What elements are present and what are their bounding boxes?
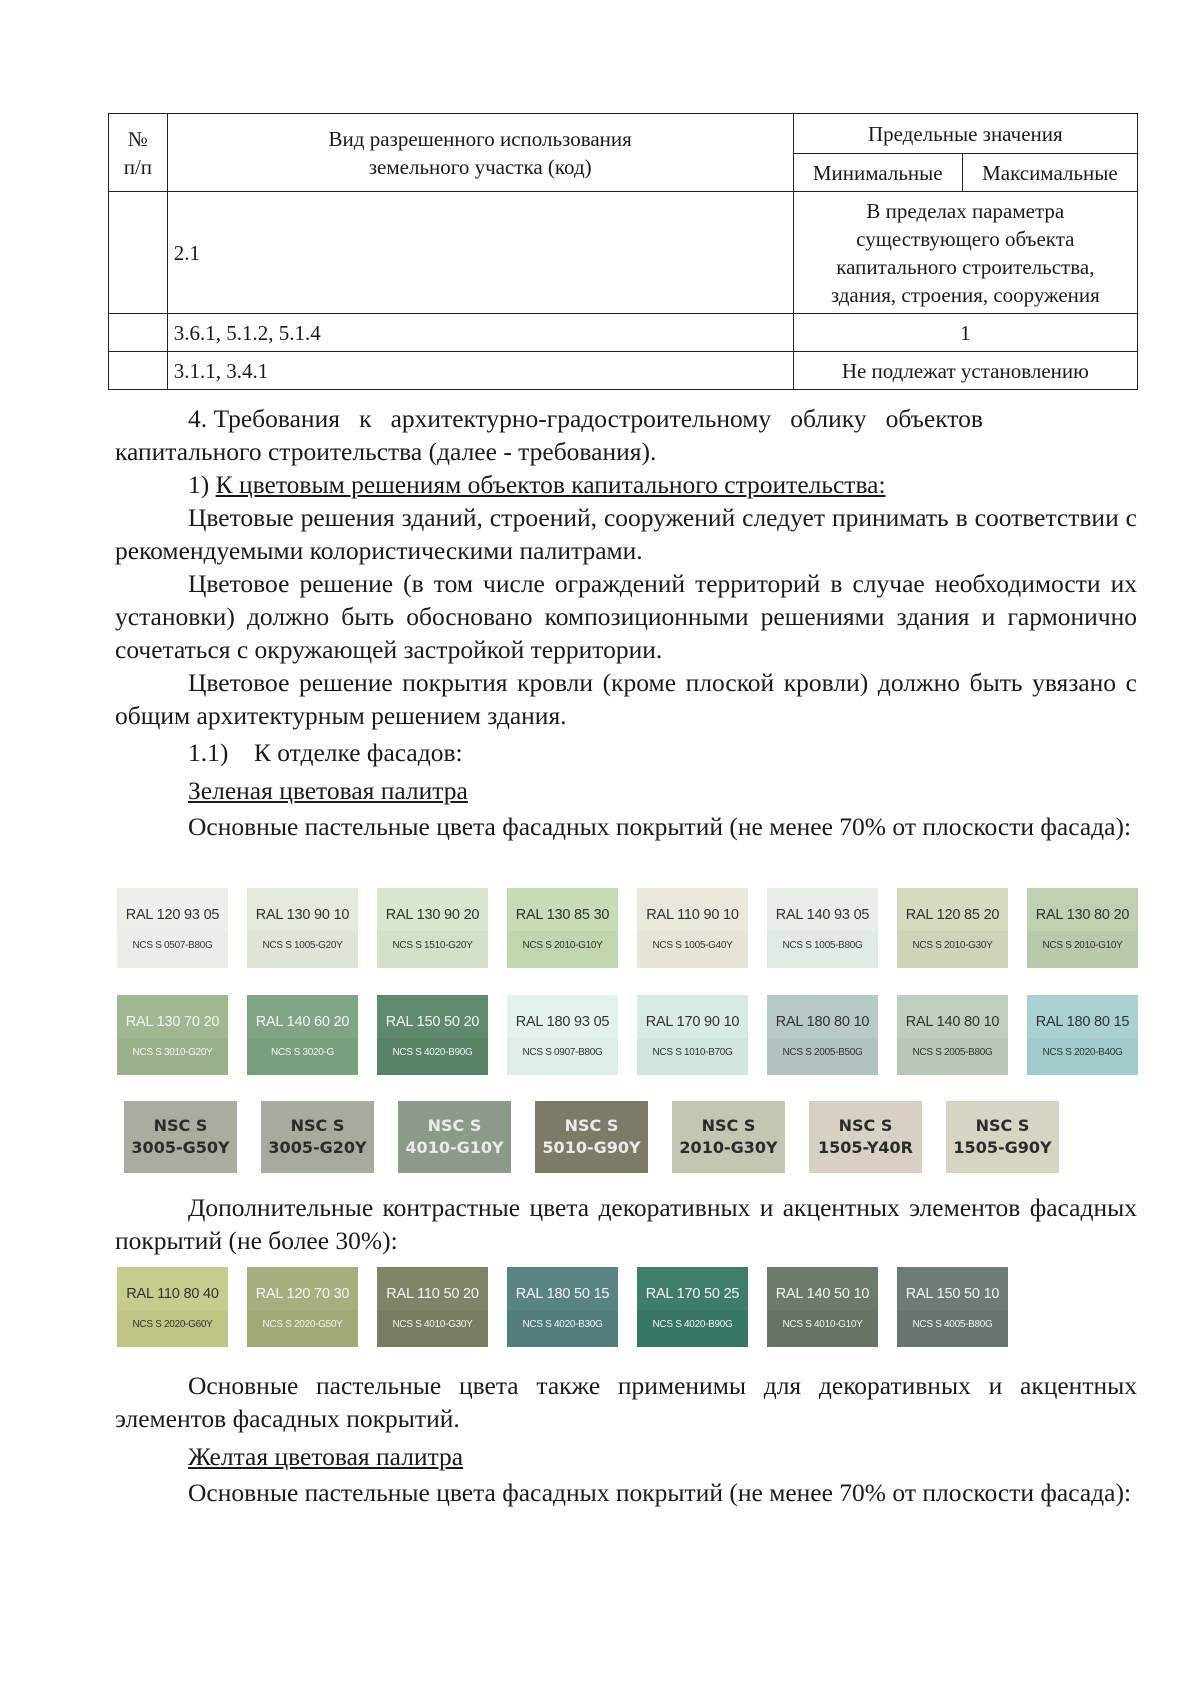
requirements-heading-line2: капитального строительства (далее - требования). [115, 437, 657, 466]
row-num [109, 352, 168, 390]
swatch-ncs-label: NCS S 2010-G10Y [1042, 940, 1123, 951]
nsc-label-line1: NSC S [975, 1116, 1030, 1135]
col-num-l1: № [127, 126, 148, 151]
yellow-palette-title: Желтая цветовая палитра [188, 1442, 464, 1471]
row-value: 1 [793, 314, 1137, 352]
swatch-ral-label: RAL 120 70 30 [255, 1286, 350, 1302]
row-value-line: здания, строения, сооружения [830, 282, 1100, 307]
swatch-ncs-label: NCS S 4010-G30Y [392, 1319, 473, 1330]
requirements-heading-line1: 4. Требования к архитектурно-градостроительному облику объектов [188, 404, 983, 433]
main-colors-caption: Основные пастельные цвета фасадных покрытий (не менее 70% от плоскости фасада): [188, 812, 1132, 841]
col-limits-header: Предельные значения [793, 114, 1137, 154]
color-swatch [117, 888, 228, 968]
swatch-ral-label: RAL 120 85 20 [905, 907, 1000, 923]
color-swatch [767, 995, 878, 1075]
nsc-swatch [261, 1101, 374, 1173]
swatch-ral-label: RAL 180 80 10 [775, 1014, 870, 1030]
nsc-label-line2: 5010-G90Y [542, 1138, 641, 1157]
paragraph-fencing-colors: Цветовое решение (в том числе ограждений территорий в случае необходимости их установки) должно быть обосновано композиционными решениями здания и гармонично сочетаться с окружающей застройкой территории. [115, 569, 1137, 664]
swatch-ncs-label: NCS S 4005-B80G [912, 1319, 993, 1330]
paragraph-color-palettes: Цветовые решения зданий, строений, сооружений следует принимать в соответствии с рекомендуемыми колористическими палитрами. [115, 503, 1137, 565]
swatch-ral-label: RAL 140 80 10 [905, 1014, 1000, 1030]
color-solutions-title: К цветовым решениям объектов капитального строительства: [215, 470, 886, 499]
swatch-ral-label: RAL 130 70 20 [125, 1014, 220, 1030]
row-code: 3.6.1, 5.1.2, 5.1.4 [167, 314, 793, 352]
nsc-label-line2: 1505-Y40R [818, 1138, 913, 1157]
col-use-l2: земельного участка (код) [368, 154, 592, 179]
color-swatch [377, 995, 488, 1075]
paragraph-roof-colors: Цветовое решение покрытия кровли (кроме плоской кровли) должно быть увязано с общим архитектурным решением здания. [115, 668, 1137, 730]
nsc-label-line2: 1505-G90Y [953, 1138, 1052, 1157]
swatch-ral-label: RAL 110 80 40 [126, 1286, 219, 1302]
nsc-label-line1: NSC S [427, 1116, 482, 1135]
color-swatch [117, 995, 228, 1075]
color-swatch [767, 1267, 878, 1347]
nsc-label-line1: NSC S [701, 1116, 756, 1135]
color-swatch [377, 1267, 488, 1347]
color-swatch [377, 888, 488, 968]
swatch-ral-label: RAL 180 50 15 [515, 1286, 610, 1302]
color-swatch [637, 888, 748, 968]
swatch-ral-label: RAL 180 80 15 [1035, 1014, 1130, 1030]
swatch-ral-label: RAL 130 85 30 [515, 907, 610, 923]
color-swatch [897, 888, 1008, 968]
col-use-l1: Вид разрешенного использования [328, 126, 632, 151]
color-swatch [247, 995, 358, 1075]
pastel-also-paragraph: Основные пастельные цвета также применимы для декоративных и акцентных элементов фасадных покрытий. [115, 1371, 1137, 1433]
nsc-label-line1: NSC S [153, 1116, 208, 1135]
swatch-ncs-label: NCS S 1005-B80G [782, 940, 863, 951]
color-swatch [247, 888, 358, 968]
color-swatch [247, 1267, 358, 1347]
swatch-ral-label: RAL 140 93 05 [775, 907, 870, 923]
swatch-ral-label: RAL 170 90 10 [645, 1014, 740, 1030]
color-swatch [637, 1267, 748, 1347]
swatch-ral-label: RAL 130 80 20 [1035, 907, 1130, 923]
row-num [109, 192, 168, 314]
table-row [109, 352, 1138, 390]
swatch-ncs-label: NCS S 2020-B40G [1042, 1047, 1123, 1058]
color-swatch [117, 1267, 228, 1347]
col-min-header: Минимальные [793, 154, 962, 192]
color-swatch [897, 1267, 1008, 1347]
swatch-ncs-label: NCS S 3010-G20Y [132, 1047, 213, 1058]
col-max-header: Максимальные [962, 154, 1137, 192]
row-value [793, 192, 1137, 314]
color-solutions-heading [115, 468, 1137, 501]
swatch-ral-label: RAL 120 93 05 [125, 907, 220, 923]
swatch-ncs-label: NCS S 2020-G60Y [132, 1319, 213, 1330]
table-row [109, 192, 1138, 314]
swatch-ncs-label: NCS S 4010-G10Y [782, 1319, 863, 1330]
color-swatch [897, 995, 1008, 1075]
swatch-ncs-label: NCS S 1005-G40Y [652, 940, 733, 951]
row-value-line: В пределах параметра [866, 198, 1065, 223]
color-swatch [767, 888, 878, 968]
color-swatch [1027, 995, 1138, 1075]
swatch-ncs-label: NCS S 4020-B30G [522, 1319, 603, 1330]
swatch-ral-label: RAL 180 93 05 [515, 1014, 610, 1030]
swatch-ncs-label: NCS S 2005-B80G [912, 1047, 993, 1058]
col-use-header [167, 114, 793, 192]
swatch-ncs-label: NCS S 0507-B80G [132, 940, 213, 951]
color-swatch [507, 995, 618, 1075]
swatch-ncs-label: NCS S 2005-B50G [782, 1047, 863, 1058]
color-swatch [1027, 888, 1138, 968]
nsc-label-line2: 3005-G50Y [131, 1138, 230, 1157]
facade-finishing-heading: 1.1) К отделке фасадов: [188, 738, 463, 767]
swatch-ral-label: RAL 170 50 25 [645, 1286, 740, 1302]
swatch-ncs-label: NCS S 4020-B90G [392, 1047, 473, 1058]
row-value-line: существующего объекта [856, 226, 1075, 251]
nsc-swatch [809, 1101, 922, 1173]
row-value-line: капитального строительства, [836, 254, 1095, 279]
swatch-ncs-label: NCS S 0907-B80G [522, 1047, 603, 1058]
color-swatch [507, 888, 618, 968]
nsc-swatch [124, 1101, 237, 1173]
swatch-ral-label: RAL 150 50 20 [385, 1014, 480, 1030]
row-code: 3.1.1, 3.4.1 [167, 352, 793, 390]
swatch-ral-label: RAL 110 50 20 [386, 1286, 479, 1302]
accent-colors-caption: Дополнительные контрастные цвета декоративных и акцентных элементов фасадных покрытий (не более 30%): [115, 1193, 1137, 1255]
green-palette-title: Зеленая цветовая палитра [188, 776, 468, 805]
nsc-label-line2: 3005-G20Y [268, 1138, 367, 1157]
swatch-ral-label: RAL 140 60 20 [255, 1014, 350, 1030]
swatch-ncs-label: NCS S 1005-G20Y [262, 940, 343, 951]
row-num [109, 314, 168, 352]
nsc-swatch [672, 1101, 785, 1173]
color-solutions-number: 1) [188, 470, 210, 499]
swatch-ral-label: RAL 110 90 10 [646, 907, 739, 923]
table-row [109, 314, 1138, 352]
swatch-ncs-label: NCS S 1510-G20Y [392, 940, 473, 951]
swatch-ncs-label: NCS S 2010-G30Y [912, 940, 993, 951]
nsc-swatch [535, 1101, 648, 1173]
swatch-ncs-label: NCS S 4020-B90G [652, 1319, 733, 1330]
nsc-label-line1: NSC S [290, 1116, 345, 1135]
nsc-label-line1: NSC S [838, 1116, 893, 1135]
swatch-ncs-label: NCS S 3020-G [270, 1047, 335, 1058]
nsc-label-line2: 4010-G10Y [405, 1138, 504, 1157]
color-swatch [637, 995, 748, 1075]
swatch-ncs-label: NCS S 1010-B70G [652, 1047, 733, 1058]
swatch-ral-label: RAL 140 50 10 [775, 1286, 870, 1302]
swatch-ncs-label: NCS S 2020-G50Y [262, 1319, 343, 1330]
swatch-ral-label: RAL 150 50 10 [905, 1286, 1000, 1302]
nsc-label-line1: NSC S [564, 1116, 619, 1135]
limits-table [108, 113, 1138, 390]
row-code: 2.1 [167, 192, 793, 314]
swatch-ncs-label: NCS S 2010-G10Y [522, 940, 603, 951]
nsc-label-line2: 2010-G30Y [679, 1138, 778, 1157]
swatch-ral-label: RAL 130 90 20 [385, 907, 480, 923]
nsc-swatch [398, 1101, 511, 1173]
row-value: Не подлежат установлению [793, 352, 1137, 390]
nsc-swatch [946, 1101, 1059, 1173]
col-num-header [109, 114, 168, 192]
swatch-ral-label: RAL 130 90 10 [255, 907, 350, 923]
main-colors-caption-2: Основные пастельные цвета фасадных покрытий (не менее 70% от плоскости фасада): [188, 1478, 1132, 1507]
col-num-l2: п/п [123, 154, 153, 179]
color-swatch [507, 1267, 618, 1347]
